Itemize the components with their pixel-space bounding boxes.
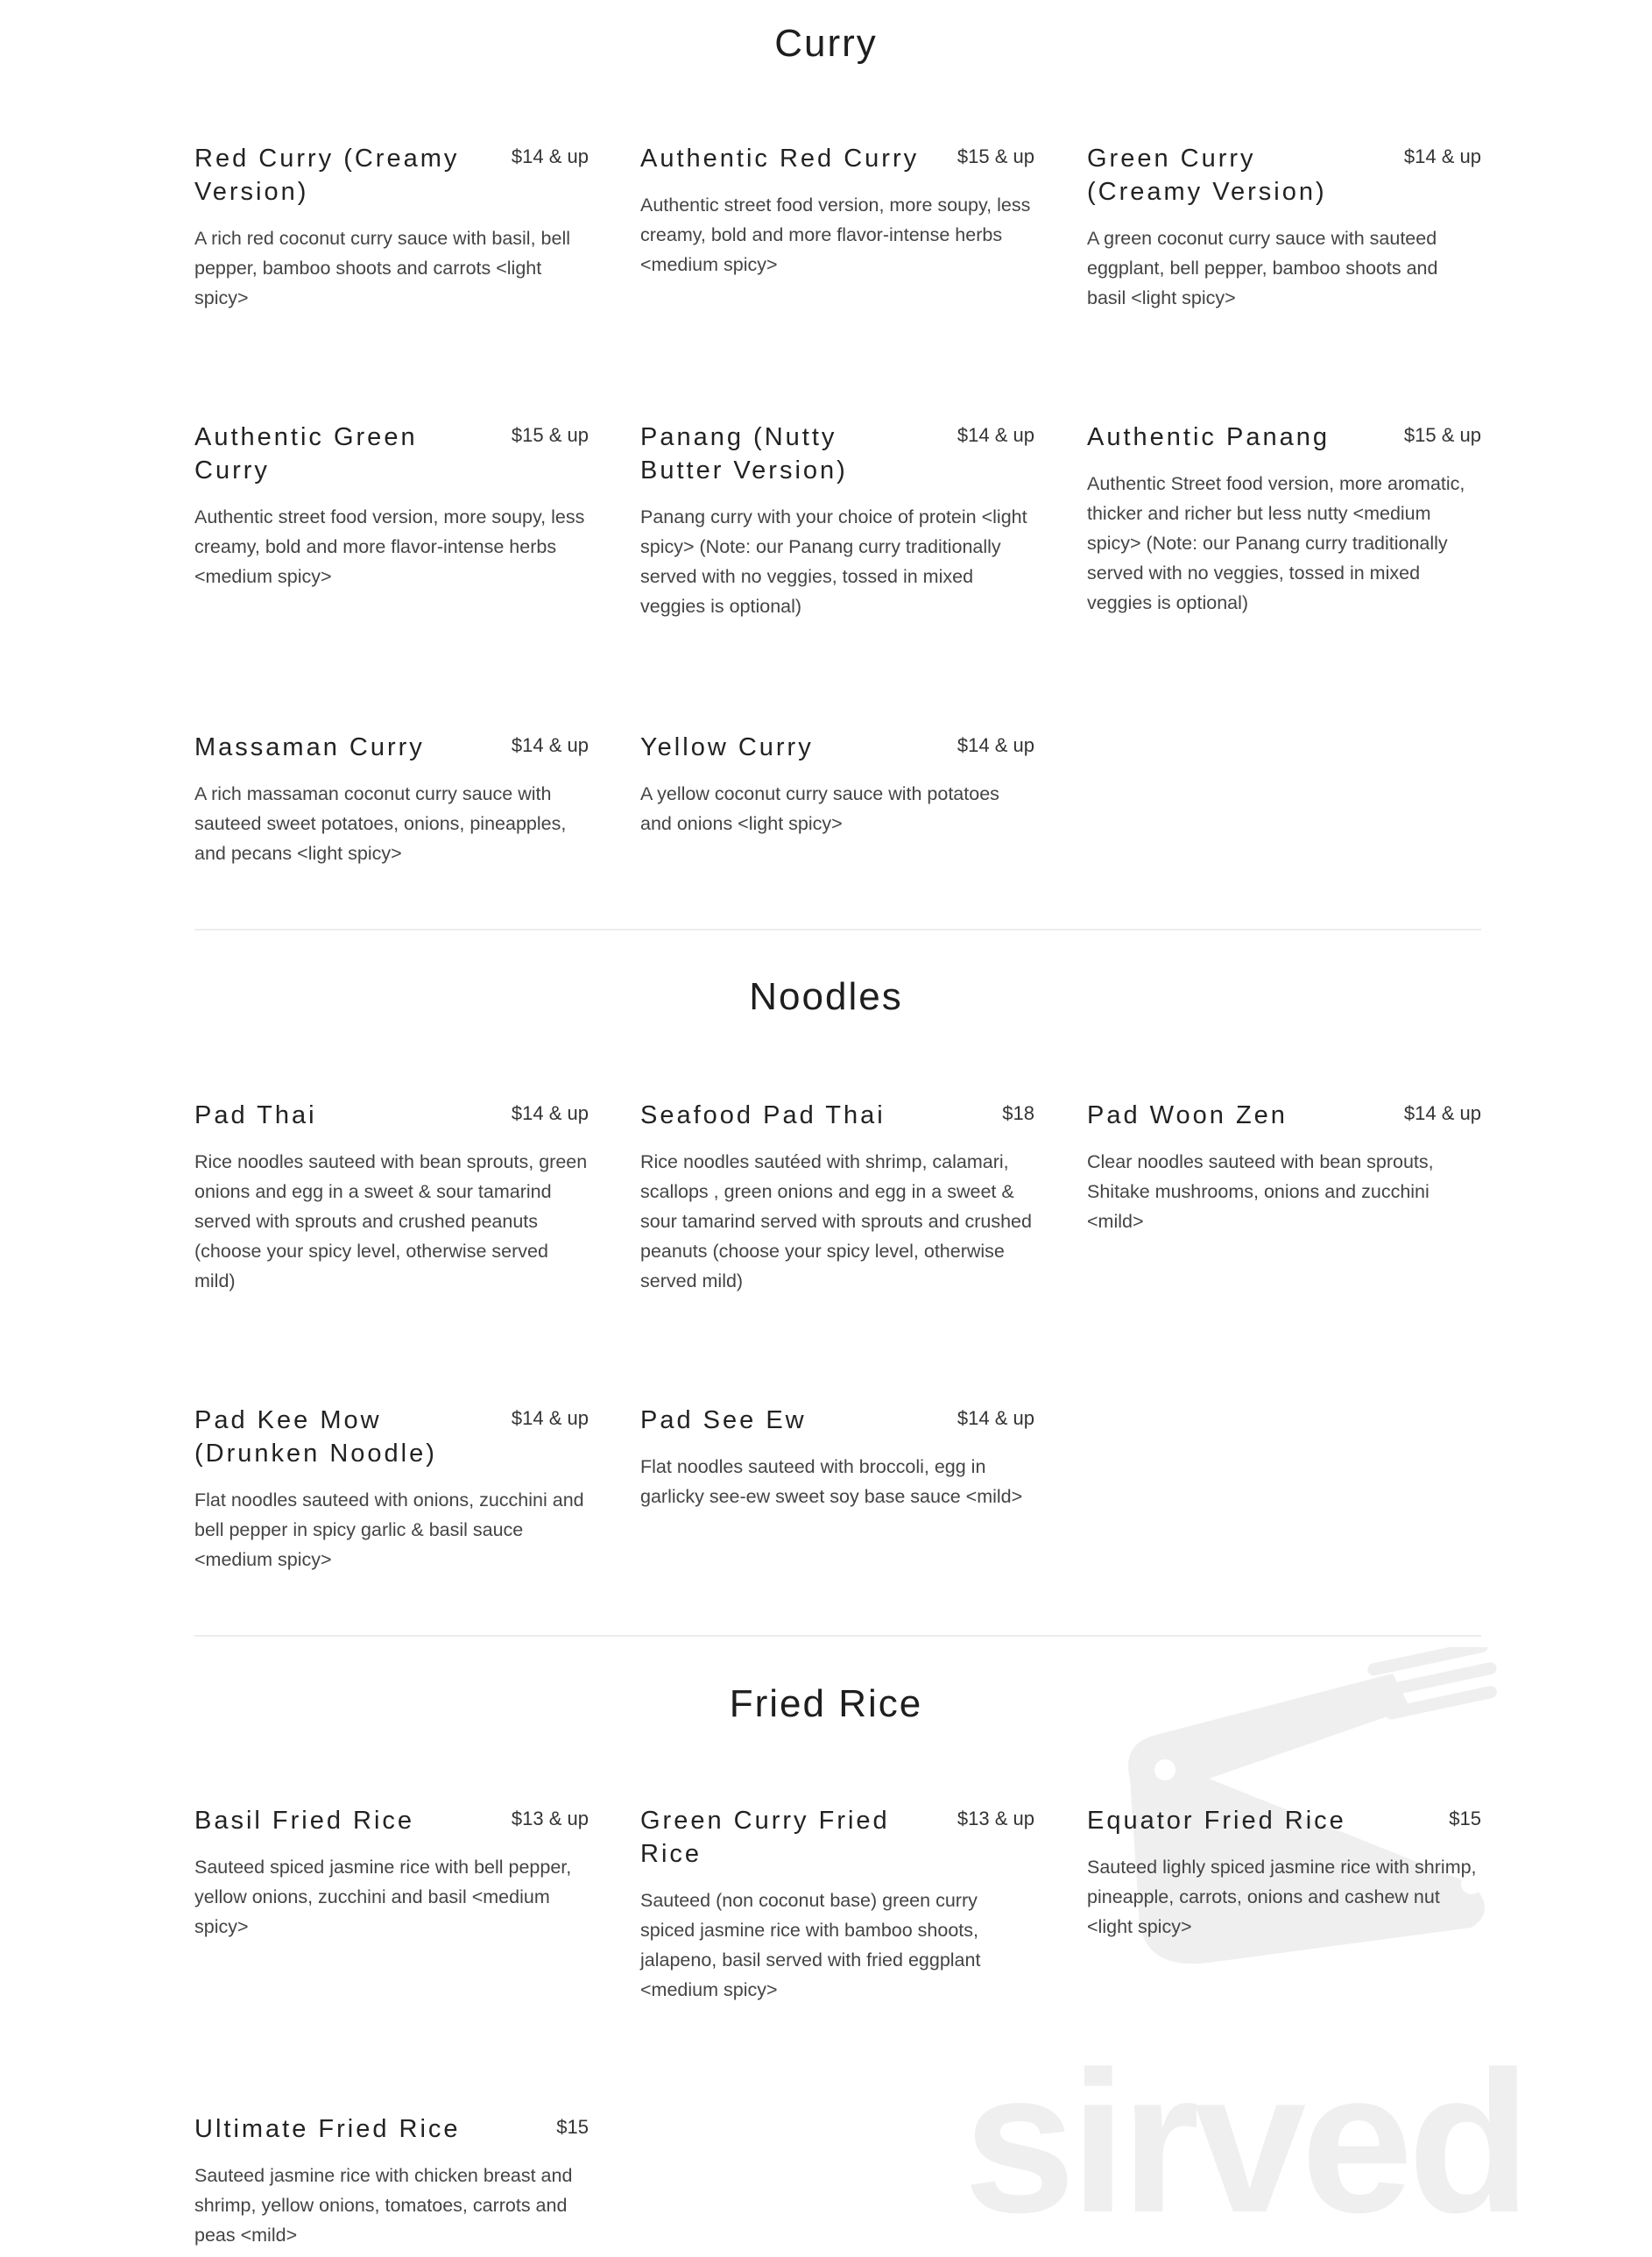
menu-item-header: [1087, 142, 1481, 209]
menu-item-price: $14 & up: [511, 145, 589, 167]
menu-item-price: $14 & up: [957, 424, 1034, 446]
menu-item-name: Authentic Green Curry: [194, 423, 418, 485]
menu-item-description: Sauteed jasmine rice with chicken breast and shrimp, yellow onions, tomatoes, carrots and peas <mild>: [194, 2165, 573, 2246]
menu-item-price: $13 & up: [511, 1808, 589, 1829]
section-title: Fried Rice: [729, 1682, 923, 1725]
menu-item-header: [640, 142, 1034, 175]
menu-item-description: Authentic street food version, more soupy, less creamy, bold and more flavor-intense herbs <medium spicy>: [194, 506, 585, 587]
menu-item-header: [194, 2112, 589, 2146]
menu-item: [194, 2112, 589, 2250]
sirved-watermark-logo: sirved: [964, 2029, 1526, 2254]
menu-item-name: Pad Thai: [194, 1101, 317, 1129]
menu-item: [194, 142, 589, 313]
menu-item-name: Authentic Red Curry: [640, 145, 920, 173]
menu-item-header: [1087, 421, 1481, 454]
menu-item-price: $14 & up: [511, 734, 589, 756]
menu-item-price: $14 & up: [957, 734, 1034, 756]
menu-item-name: Yellow Curry: [640, 733, 814, 761]
menu-item: [194, 421, 589, 591]
menu-item-header: [640, 1404, 1034, 1437]
menu-item-price: $15 & up: [511, 424, 589, 446]
menu-item: [640, 731, 1034, 838]
menu-item-description: Sauteed spiced jasmine rice with bell pepper, yellow onions, zucchini and basil <medium spicy>: [194, 1857, 572, 1937]
menu-item-name: Panang (Nutty Butter Version): [640, 423, 848, 485]
menu-item: [640, 421, 1034, 621]
menu-item: [1087, 1099, 1481, 1236]
menu-item-header: [194, 1099, 589, 1132]
menu-item-name: Massaman Curry: [194, 733, 425, 761]
menu-item-price: $14 & up: [511, 1102, 589, 1124]
menu-item-header: [194, 421, 589, 487]
menu-item-name: Basil Fried Rice: [194, 1807, 415, 1835]
menu-item: [1087, 142, 1481, 313]
menu-item-description: A green coconut curry sauce with sauteed eggplant, bell pepper, bamboo shoots and basil <light spicy>: [1087, 228, 1438, 308]
menu-item: [194, 1099, 589, 1296]
section-divider: [194, 1635, 1481, 1637]
menu-item-description: Authentic Street food version, more aromatic, thicker and richer but less nutty <medium spicy> (Note: our Panang curry traditionally served with no veggies, tossed in mixed veggies is optional): [1087, 473, 1465, 613]
section-divider: [194, 929, 1481, 930]
menu-item-description: Authentic street food version, more soupy, less creamy, bold and more flavor-intense herbs <medium spicy>: [640, 195, 1031, 275]
menu-item-description: Flat noodles sauteed with onions, zucchini and bell pepper in spicy garlic & basil sauce <medium spicy>: [194, 1489, 584, 1570]
menu-item-description: Flat noodles sauteed with broccoli, egg in garlicky see-ew sweet soy base sauce <mild>: [640, 1456, 1023, 1507]
menu-item: [640, 1099, 1034, 1296]
menu-item-name: Green Curry Fried Rice: [640, 1807, 890, 1868]
section-title: Noodles: [749, 975, 903, 1018]
menu-item: [1087, 1804, 1481, 1942]
menu-item-name: Ultimate Fried Rice: [194, 2115, 461, 2143]
menu-item-header: [1087, 1099, 1481, 1132]
menu-item-description: Clear noodles sauteed with bean sprouts, Shitake mushrooms, onions and zucchini <mild>: [1087, 1151, 1434, 1232]
menu-item-name: Pad Kee Mow (Drunken Noodle): [194, 1406, 437, 1468]
menu-item-description: Rice noodles sautéed with shrimp, calamari, scallops , green onions and egg in a sweet & sour tamarind served with sprouts and crushed peanuts (choose your spicy level, otherwise served mild): [640, 1151, 1032, 1291]
menu-item-header: [640, 731, 1034, 764]
menu-item-header: [1087, 1804, 1481, 1837]
menu-item-header: [640, 1099, 1034, 1132]
menu-item-name: Authentic Panang: [1087, 423, 1330, 451]
menu-item-name: Green Curry (Creamy Version): [1087, 145, 1327, 206]
menu-item-price: $18: [1002, 1102, 1034, 1124]
menu-item-header: [194, 731, 589, 764]
menu-item-description: A yellow coconut curry sauce with potatoes and onions <light spicy>: [640, 783, 999, 834]
menu-item-header: [640, 1804, 1034, 1871]
menu-item-name: Pad See Ew: [640, 1406, 807, 1434]
menu-item-price: $15: [556, 2116, 589, 2138]
menu-item-description: Sauteed (non coconut base) green curry spiced jasmine rice with bamboo shoots, jalapeno, basil served with fried eggplant <medium spicy>: [640, 1890, 981, 2000]
menu-item-price: $14 & up: [957, 1407, 1034, 1429]
menu-item-header: [194, 1804, 589, 1837]
menu-item-name: Pad Woon Zen: [1087, 1101, 1288, 1129]
menu-item-header: [194, 142, 589, 209]
menu-item-price: $15: [1449, 1808, 1481, 1829]
menu-item-price: $14 & up: [1403, 145, 1481, 167]
menu-item-price: $15 & up: [1403, 424, 1481, 446]
menu-item: [640, 1804, 1034, 2005]
menu-item: [640, 142, 1034, 279]
menu-item: [1087, 421, 1481, 618]
section-title: Curry: [774, 22, 878, 65]
menu-item: [194, 1804, 589, 1942]
menu-item-price: $15 & up: [957, 145, 1034, 167]
menu-item-name: Equator Fried Rice: [1087, 1807, 1346, 1835]
menu-item-price: $13 & up: [957, 1808, 1034, 1829]
menu-item-header: [194, 1404, 589, 1470]
menu-item-description: A rich red coconut curry sauce with basil, bell pepper, bamboo shoots and carrots <light spicy>: [194, 228, 571, 308]
menu-item: [640, 1404, 1034, 1511]
menu-item-price: $14 & up: [1403, 1102, 1481, 1124]
menu-item-name: Red Curry (Creamy Version): [194, 145, 460, 206]
menu-item-price: $14 & up: [511, 1407, 589, 1429]
menu-item: [194, 1404, 589, 1574]
menu-item-description: Panang curry with your choice of protein <light spicy> (Note: our Panang curry traditionally served with no veggies, tossed in mixed veggies is optional): [640, 506, 1027, 617]
menu-item-description: A rich massaman coconut curry sauce with sauteed sweet potatoes, onions, pineapples, and pecans <light spicy>: [194, 783, 567, 864]
menu-item-description: Sauteed lighly spiced jasmine rice with shrimp, pineapple, carrots, onions and cashew nut <light spicy>: [1087, 1857, 1477, 1937]
menu-item-description: Rice noodles sauteed with bean sprouts, green onions and egg in a sweet & sour tamarind served with sprouts and crushed peanuts (choose your spicy level, otherwise served mild): [194, 1151, 588, 1291]
menu-item-name: Seafood Pad Thai: [640, 1101, 886, 1129]
menu-item-header: [640, 421, 1034, 487]
menu-item: [194, 731, 589, 868]
